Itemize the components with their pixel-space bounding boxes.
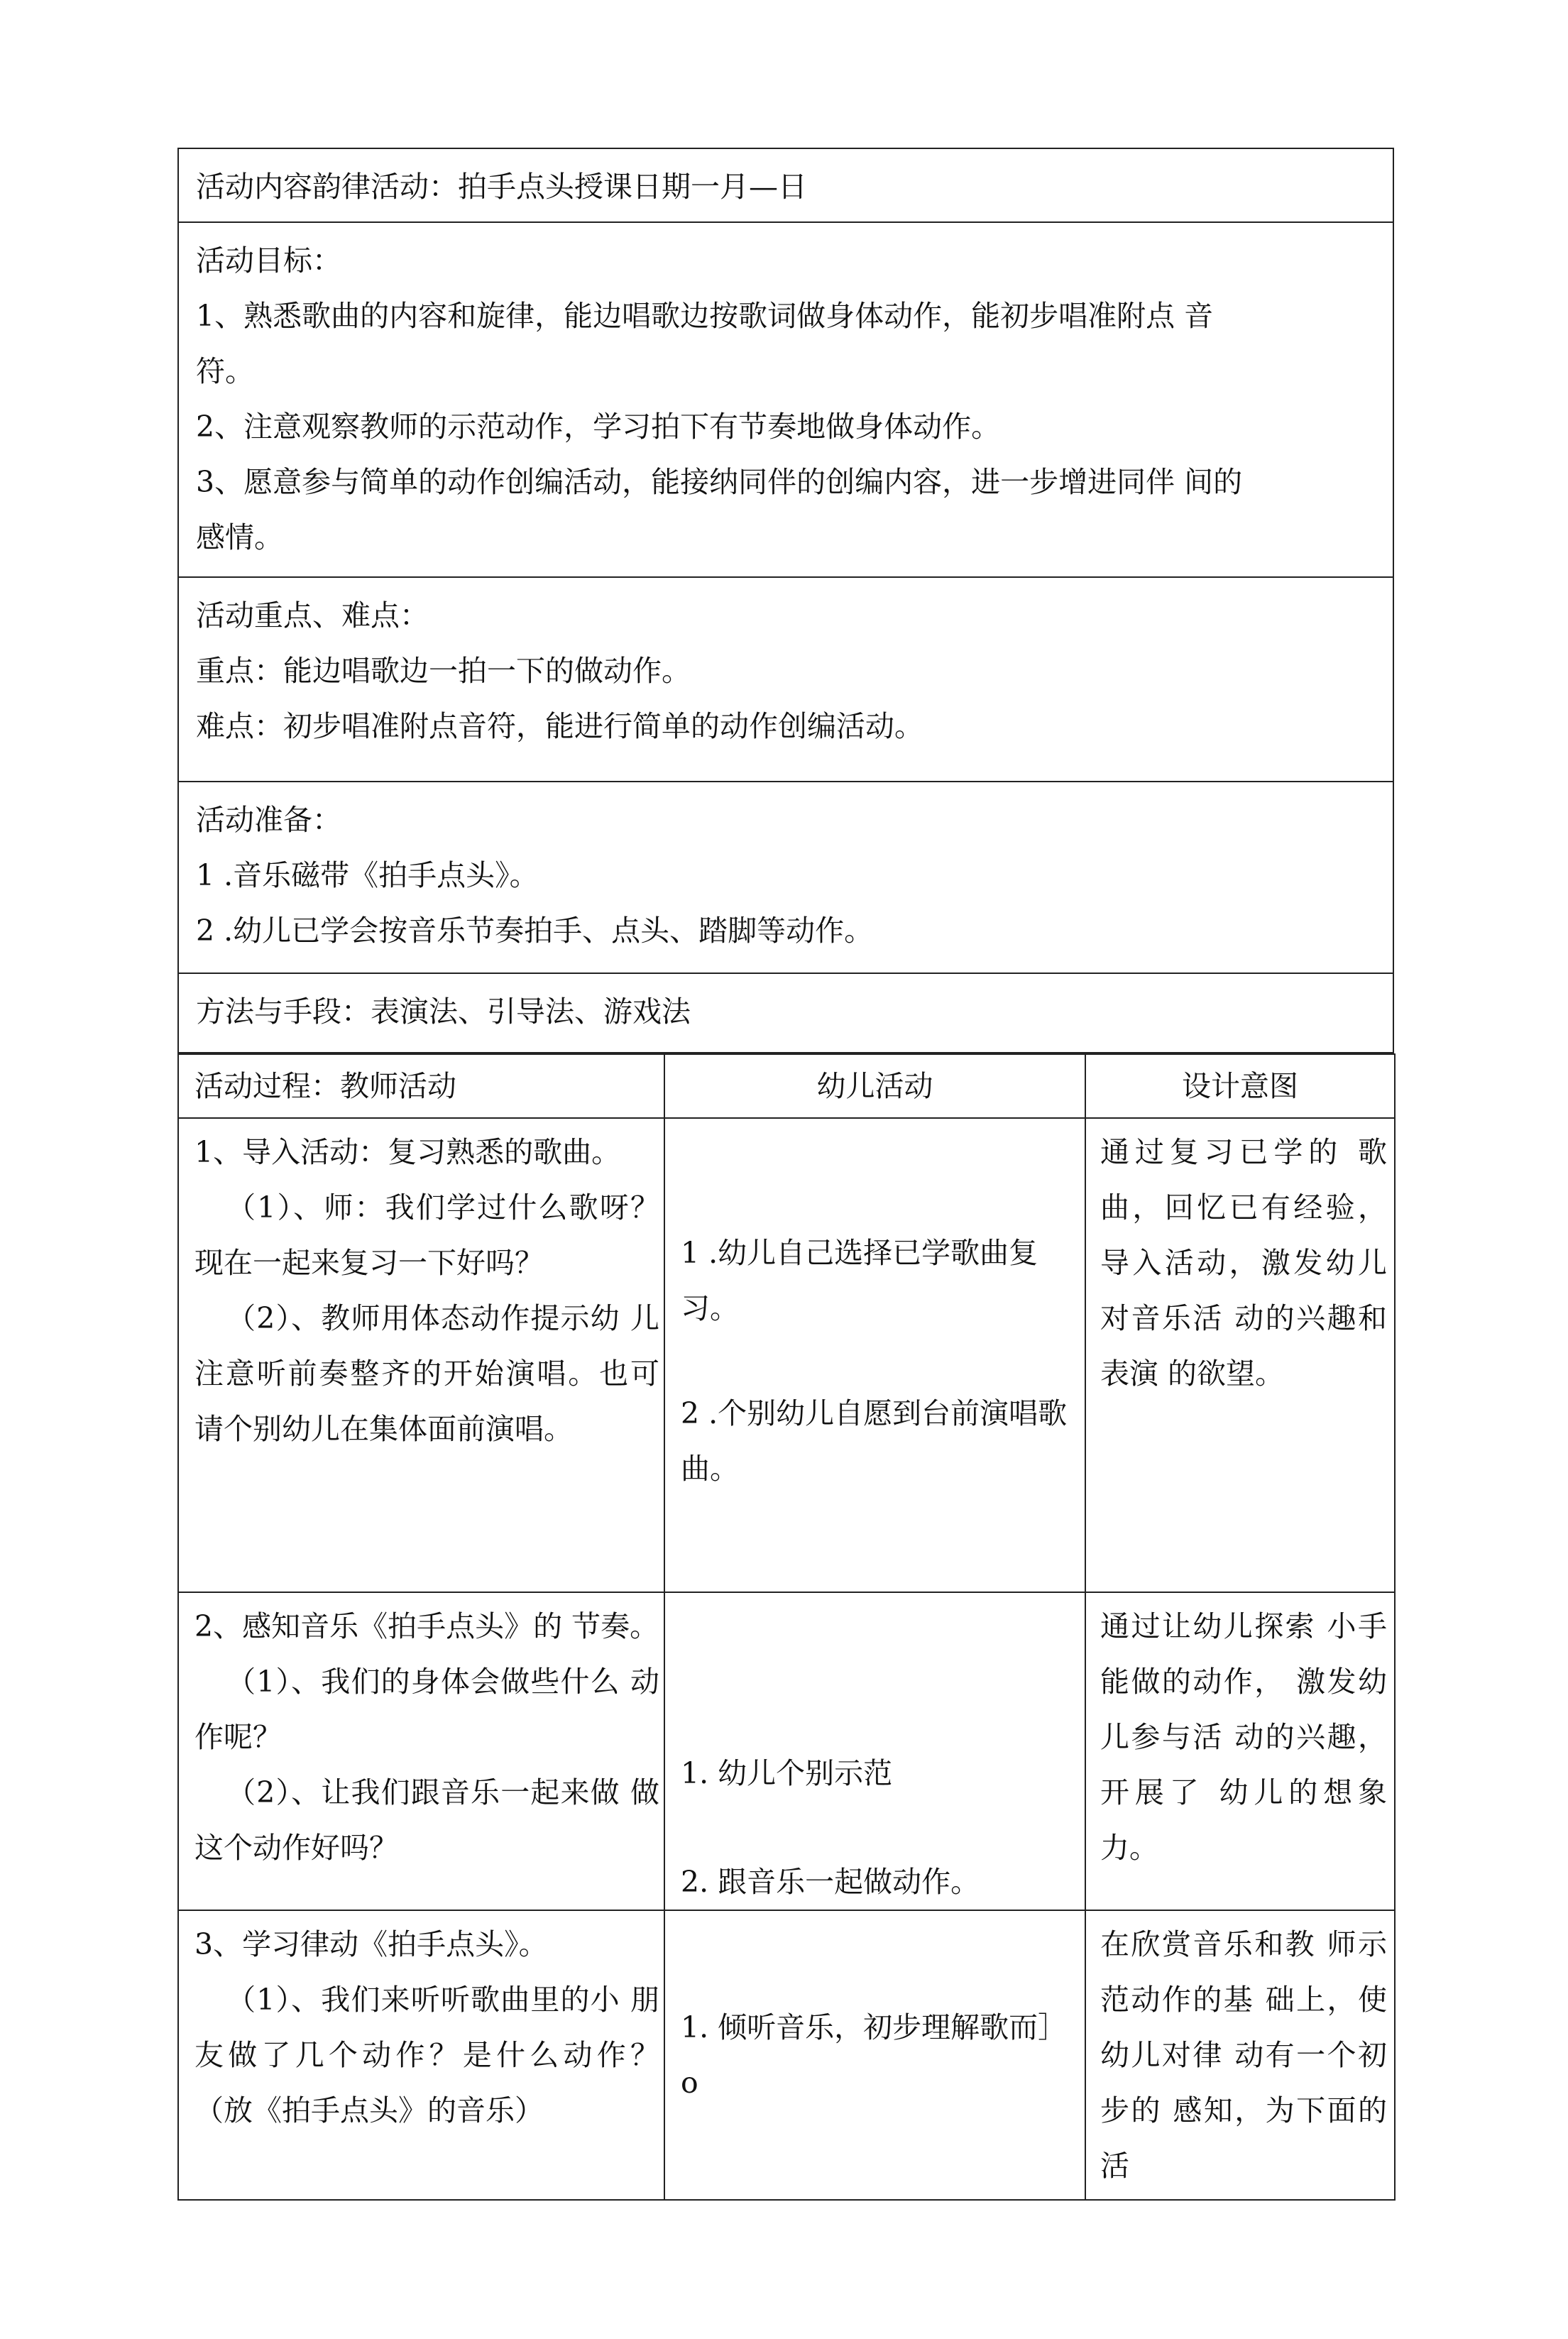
preparation-title: 活动准备： (196, 803, 341, 837)
activity-goals-section (177, 223, 1394, 578)
child-step: 1. 幼儿个别示范 (681, 1756, 893, 1790)
goals-title: 活动目标： (196, 243, 341, 278)
activity-header-row (177, 148, 1394, 223)
focus-point: 重点：能边唱歌边一拍一下的做动作。 (196, 654, 691, 688)
teacher-step: 2、感知音乐《拍手点头》的 节奏。 (194, 1609, 659, 1643)
lesson-plan-document (177, 148, 1394, 2201)
keypoints-title: 活动重点、难点： (196, 598, 429, 632)
child-step: 2 .个别幼儿自愿到台前演唱歌曲。 (681, 1396, 1068, 1486)
teacher-step: （1）、我们的身体会做些什么 动作呢？ (194, 1665, 659, 1754)
teacher-step: （1）、我们来听听歌曲里的小 朋友做了几个动作？是什么动作？（放《拍手点头》的音乐） (194, 1983, 659, 2127)
design-intent-cell: 通过让幼儿探索 小手能做的动作， 激发幼儿参与活 动的兴趣，开展了 幼儿的想象力。 (1085, 1592, 1395, 1910)
design-intent-cell: 通过复习已学的 歌曲，回忆已有经验，导入活动，激发幼儿对音乐活 动的兴趣和表演 的欲望。 (1085, 1118, 1395, 1592)
teacher-step: （2）、让我们跟音乐一起来做 做这个动作好吗？ (194, 1775, 659, 1865)
activity-process-table (177, 1053, 1396, 2201)
table-row (178, 1118, 1395, 1592)
goal-line: 1、熟悉歌曲的内容和旋律，能边唱歌边按歌词做身体动作，能初步唱准附点 音 (196, 299, 1214, 333)
goal-line: 感情。 (196, 520, 283, 554)
child-step: 1 .幼儿自己选择已学歌曲复习。 (681, 1236, 1038, 1325)
goal-line: 3、愿意参与简单的动作创编活动，能接纳同伴的创编内容，进一步增进同伴 间的 (196, 465, 1243, 499)
preparation-section (177, 782, 1394, 974)
teacher-step: （1）、师：我们学过什么歌呀？现在一起来复习一下好吗？ (194, 1190, 659, 1280)
goal-line: 2、注意观察教师的示范动作，学习拍下有节奏地做身体动作。 (196, 410, 1001, 444)
teacher-activity-cell (178, 1910, 664, 2200)
preparation-item: 2 .幼儿已学会按音乐节奏拍手、点头、踏脚等动作。 (196, 914, 874, 948)
teacher-step: 1、导入活动：复习熟悉的歌曲。 (194, 1135, 621, 1169)
methods-section (177, 974, 1394, 1053)
child-activity-header: 幼儿活动 (664, 1054, 1085, 1118)
methods-text: 方法与手段：表演法、引导法、游戏法 (196, 995, 691, 1029)
table-row (178, 1592, 1395, 1910)
teacher-activity-header: 活动过程：教师活动 (178, 1054, 664, 1118)
teacher-activity-cell (178, 1118, 664, 1592)
teacher-step: （2）、教师用体态动作提示幼 儿注意听前奏整齐的开始演唱。也可请个别幼儿在集体面前演唱。 (194, 1301, 659, 1446)
design-intent-header: 设计意图 (1085, 1054, 1395, 1118)
preparation-item: 1 .音乐磁带《拍手点头》。 (196, 858, 539, 892)
child-activity-cell (664, 1910, 1085, 2200)
child-activity-cell (664, 1118, 1085, 1592)
design-intent-cell: 在欣赏音乐和教 师示范动作的基 础上，使幼儿对律 动有一个初步的 感知，为下面的活 (1085, 1910, 1395, 2200)
keypoints-section (177, 578, 1394, 782)
child-step: 2. 跟音乐一起做动作。 (681, 1865, 980, 1899)
table-row (178, 1910, 1395, 2200)
child-step: 1. 倾听音乐，初步理解歌而］o (681, 2010, 1068, 2100)
process-header-row (178, 1054, 1395, 1118)
teacher-activity-cell (178, 1592, 664, 1910)
activity-header: 活动内容韵律活动：拍手点头授课日期一月—日 (196, 170, 807, 204)
difficulty-point: 难点：初步唱准附点音符，能进行简单的动作创编活动。 (196, 709, 923, 743)
child-activity-cell (664, 1592, 1085, 1910)
goal-line: 符。 (196, 354, 254, 388)
teacher-step: 3、学习律动《拍手点头》。 (194, 1927, 548, 1961)
